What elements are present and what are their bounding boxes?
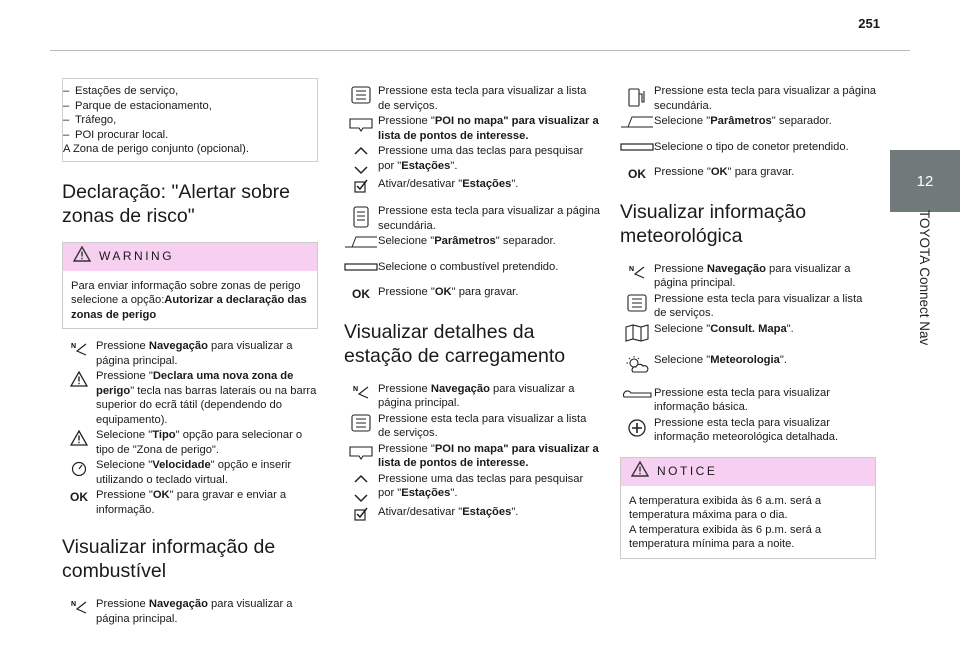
map-icon bbox=[620, 322, 654, 342]
step: Pressione esta tecla para visualizar informação básica. bbox=[620, 386, 876, 415]
chapter-tab: 12 bbox=[890, 150, 960, 212]
step: Pressione esta tecla para visualizar a lista de serviços. bbox=[344, 84, 600, 113]
notice-label: NOTICE bbox=[657, 464, 718, 479]
poi-map-icon bbox=[344, 114, 378, 132]
danger-zone-icon bbox=[62, 369, 96, 387]
column-3 bbox=[620, 84, 876, 569]
list-item: – POI procurar local. bbox=[63, 128, 169, 141]
step: Selecione "Parâmetros" separador. bbox=[344, 234, 600, 249]
step: Pressione esta tecla para visualizar informação meteorológica detalhada. bbox=[620, 416, 876, 445]
ok-icon: OK bbox=[628, 167, 646, 181]
chevron-up-down-icon bbox=[344, 472, 378, 504]
section-title-risk-zones: Declaração: "Alertar sobre zonas de risco" bbox=[62, 180, 291, 227]
svg-text:N: N bbox=[71, 343, 77, 350]
services-list-icon bbox=[344, 412, 378, 432]
step: Selecione o tipo de conetor pretendido. bbox=[620, 140, 876, 155]
info-tail: A Zona de perigo conjunto (opcional). bbox=[63, 143, 249, 155]
section-title-fuel-info: Visualizar informação de combustível bbox=[62, 536, 276, 582]
step: Pressione "POI no mapa" para visualizar a lista de pontos de interesse. bbox=[344, 442, 600, 471]
warning-type-icon bbox=[62, 428, 96, 446]
ok-icon: OK bbox=[70, 490, 88, 504]
weather-icon bbox=[620, 353, 654, 375]
chapter-title-vertical bbox=[918, 210, 932, 370]
basic-info-icon bbox=[620, 386, 654, 400]
step: OK Pressione "OK" para gravar. bbox=[344, 285, 600, 302]
navigation-icon bbox=[62, 339, 96, 357]
option-bar-icon bbox=[620, 140, 654, 152]
step: Selecione "Velocidade" opção e inserir utilizando o teclado virtual. bbox=[62, 458, 318, 487]
ok-icon: OK bbox=[352, 287, 370, 301]
notice-box bbox=[620, 457, 876, 559]
step: Ativar/desativar "Estações". bbox=[344, 505, 600, 521]
warning-label: WARNING bbox=[99, 249, 175, 264]
list-item: – Parque de estacionamento, bbox=[63, 99, 212, 112]
notice-text: A temperatura exibida às 6 a.m. será a temperatura máxima para o dia. A temperatura exibida às 6 p.m. será a temperatura mínima para a noite. bbox=[629, 494, 822, 550]
step: Selecione o combustível pretendido. bbox=[344, 260, 600, 275]
step: N Pressione Navegação para visualizar a página principal. bbox=[620, 262, 876, 291]
step: Pressione "POI no mapa" para visualizar a lista de pontos de interesse. bbox=[344, 114, 600, 143]
step: Pressione esta tecla para visualizar a lista de serviços. bbox=[620, 292, 876, 321]
option-bar-icon bbox=[344, 260, 378, 272]
section-title-charging-station: Visualizar detalhes da estação de carregamento bbox=[344, 320, 566, 367]
svg-text:N: N bbox=[629, 265, 635, 273]
list-item: – Tráfego, bbox=[63, 114, 117, 126]
step: Selecione "Meteorologia". bbox=[620, 353, 876, 375]
services-list-icon bbox=[344, 84, 378, 104]
step: Selecione "Consult. Mapa". bbox=[620, 322, 876, 342]
navigation-icon bbox=[62, 597, 96, 615]
warning-icon bbox=[73, 246, 91, 267]
warning-text: Para enviar informação sobre zonas de perigo selecione a opção:Autorizar a declaração das zonas de perigo bbox=[71, 279, 307, 321]
column-1 bbox=[62, 78, 318, 627]
step: N Pressione Navegação para visualizar a página principal. bbox=[62, 339, 318, 368]
charging-station-icon bbox=[620, 84, 654, 108]
speedometer-icon bbox=[62, 458, 96, 476]
svg-text:N: N bbox=[71, 601, 77, 608]
step: Pressione uma das teclas para pesquisar por "Estações". bbox=[344, 144, 600, 176]
column-2 bbox=[344, 84, 600, 522]
checkbox-icon bbox=[344, 177, 378, 193]
list-item: – Estações de serviço, bbox=[63, 85, 179, 97]
warning-box bbox=[62, 242, 318, 330]
step: Selecione "Parâmetros" separador. bbox=[620, 114, 876, 129]
checkbox-icon bbox=[344, 505, 378, 521]
step: Ativar/desativar "Estações". bbox=[344, 177, 600, 193]
secondary-page-icon bbox=[344, 204, 378, 228]
services-list-icon bbox=[620, 292, 654, 312]
step: OK Pressione "OK" para gravar e enviar a informação. bbox=[62, 488, 318, 517]
step: Pressione esta tecla para visualizar a página secundária. bbox=[344, 204, 600, 233]
page-number: 251 bbox=[858, 16, 880, 31]
navigation-icon bbox=[344, 382, 378, 400]
step: OK Pressione "OK" para gravar. bbox=[620, 165, 876, 182]
info-box bbox=[62, 78, 318, 162]
step: N Pressione Navegação para visualizar a página principal. bbox=[344, 382, 600, 411]
notice-icon bbox=[631, 461, 649, 482]
svg-text:N: N bbox=[353, 385, 359, 393]
step: N Pressione Navegação para visualizar a página principal. bbox=[62, 597, 318, 626]
step: Pressione esta tecla para visualizar a página secundária. bbox=[620, 84, 876, 113]
navigation-icon bbox=[620, 262, 654, 280]
step: Pressione esta tecla para visualizar a lista de serviços. bbox=[344, 412, 600, 441]
parameters-tab-icon bbox=[620, 114, 654, 128]
step: Pressione uma das teclas para pesquisar por "Estações". bbox=[344, 472, 600, 504]
step: Selecione "Tipo" opção para selecionar o tipo de "Zona de perigo". bbox=[62, 428, 318, 457]
chapter-title: TOYOTA Connect Nav bbox=[917, 210, 932, 346]
step: Pressione "Declara uma nova zona de perigo" tecla nas barras laterais ou na barra superior do ecrã tátil (dependendo do equipamento). bbox=[62, 369, 318, 427]
plus-circle-icon bbox=[620, 416, 654, 438]
parameters-tab-icon bbox=[344, 234, 378, 248]
poi-map-icon bbox=[344, 442, 378, 460]
section-title-weather: Visualizar informação meteorológica bbox=[620, 200, 807, 247]
chevron-up-down-icon bbox=[344, 144, 378, 176]
header-rule bbox=[50, 50, 910, 51]
